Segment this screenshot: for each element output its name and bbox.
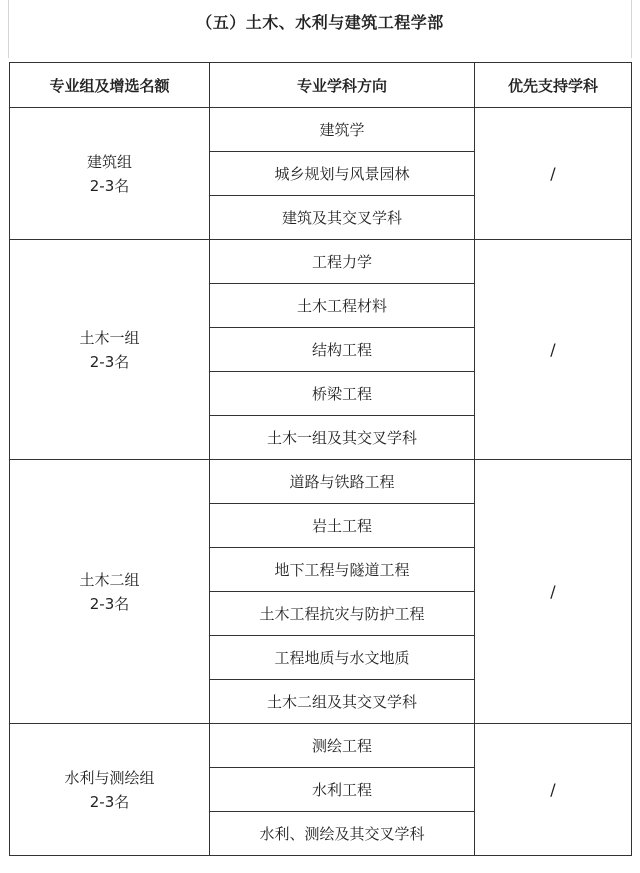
title-box bbox=[8, 0, 632, 58]
discipline-table bbox=[9, 62, 632, 856]
table-row bbox=[10, 108, 632, 152]
direction-cell: 测绘工程 bbox=[210, 724, 475, 768]
direction-cell: 结构工程 bbox=[210, 328, 475, 372]
header-direction: 专业学科方向 bbox=[210, 63, 475, 108]
direction-cell: 工程力学 bbox=[210, 240, 475, 284]
group-quota: 2-3名 bbox=[89, 594, 130, 613]
group-quota: 2-3名 bbox=[89, 792, 130, 811]
group-name: 水利与测绘组 bbox=[64, 768, 155, 787]
direction-cell: 地下工程与隧道工程 bbox=[210, 548, 475, 592]
priority-cell: / bbox=[475, 460, 632, 724]
direction-cell: 水利、测绘及其交叉学科 bbox=[210, 812, 475, 856]
group-name: 建筑组 bbox=[86, 152, 132, 171]
group-quota: 2-3名 bbox=[89, 176, 130, 195]
priority-cell: / bbox=[475, 108, 632, 240]
table-row bbox=[10, 460, 632, 504]
table-row bbox=[10, 240, 632, 284]
direction-cell: 土木一组及其交叉学科 bbox=[210, 416, 475, 460]
group-cell bbox=[10, 460, 210, 724]
direction-cell: 土木二组及其交叉学科 bbox=[210, 680, 475, 724]
page-title: （五）土木、水利与建筑工程学部 bbox=[196, 13, 444, 32]
group-cell bbox=[10, 108, 210, 240]
direction-cell: 建筑学 bbox=[210, 108, 475, 152]
group-quota: 2-3名 bbox=[89, 352, 130, 371]
direction-cell: 道路与铁路工程 bbox=[210, 460, 475, 504]
header-group: 专业组及增选名额 bbox=[10, 63, 210, 108]
direction-cell: 水利工程 bbox=[210, 768, 475, 812]
table-header-row bbox=[10, 63, 632, 108]
group-cell bbox=[10, 724, 210, 856]
direction-cell: 建筑及其交叉学科 bbox=[210, 196, 475, 240]
direction-cell: 城乡规划与风景园林 bbox=[210, 152, 475, 196]
group-name: 土木一组 bbox=[79, 328, 140, 347]
table-row bbox=[10, 724, 632, 768]
header-priority: 优先支持学科 bbox=[475, 63, 632, 108]
group-cell bbox=[10, 240, 210, 460]
direction-cell: 土木工程材料 bbox=[210, 284, 475, 328]
priority-cell: / bbox=[475, 724, 632, 856]
direction-cell: 土木工程抗灾与防护工程 bbox=[210, 592, 475, 636]
direction-cell: 桥梁工程 bbox=[210, 372, 475, 416]
direction-cell: 岩土工程 bbox=[210, 504, 475, 548]
direction-cell: 工程地质与水文地质 bbox=[210, 636, 475, 680]
priority-cell: / bbox=[475, 240, 632, 460]
group-name: 土木二组 bbox=[79, 570, 140, 589]
